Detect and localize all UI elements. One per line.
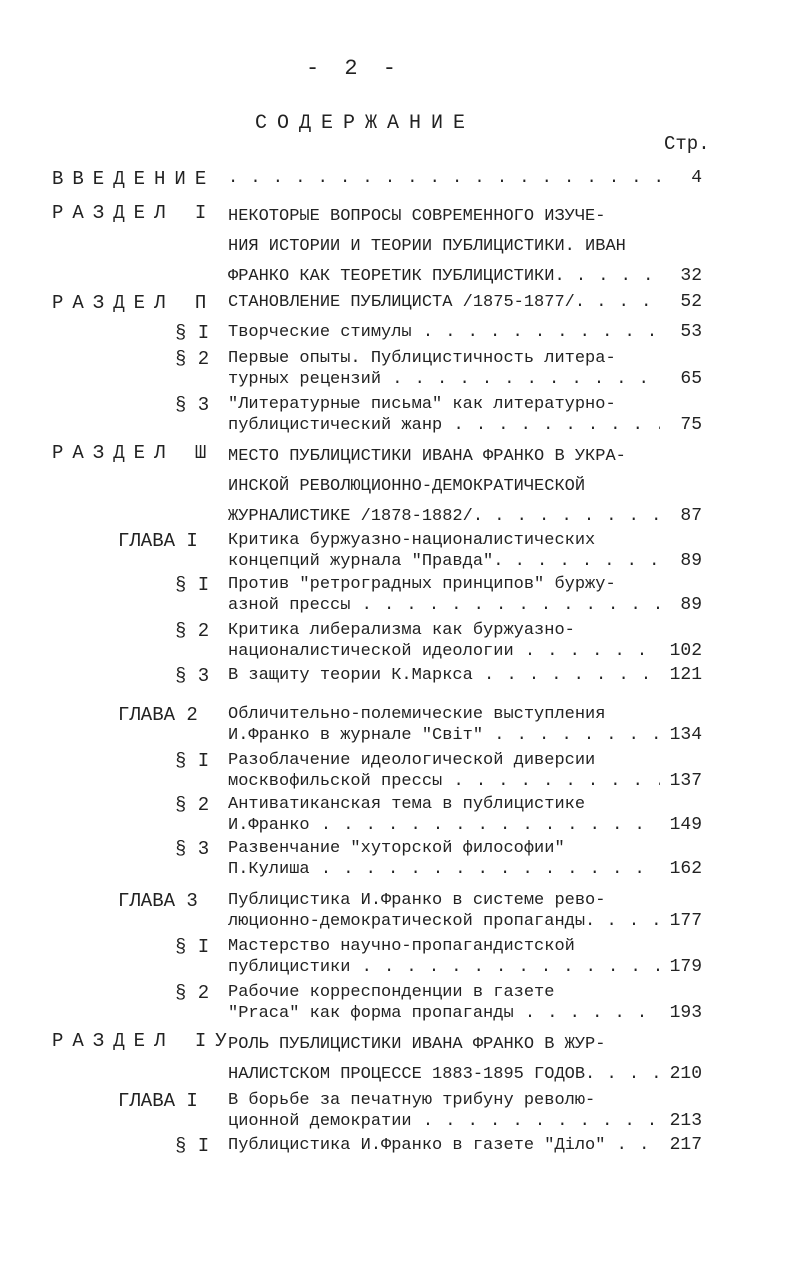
- toc-entry-page: 162: [669, 859, 702, 879]
- toc-entry-page: 4: [691, 168, 702, 188]
- toc-entry-text: В борьбе за печатную трибуну револю-: [228, 1091, 596, 1110]
- toc-entry-text: [228, 168, 660, 189]
- toc-entry-text: ФРАНКО КАК ТЕОРЕТИК ПУБЛИЦИСТИКИ. . . .: [228, 262, 660, 292]
- toc-entry-text: Критика либерализма как буржуазно-: [228, 621, 575, 640]
- toc-entry-page: 193: [669, 1003, 702, 1023]
- toc-entry-text: Развенчание "хуторской философии": [228, 839, 565, 858]
- toc-entry-page: 102: [669, 641, 702, 661]
- toc-entry-label: § I: [175, 322, 210, 344]
- page-column-header: Стр.: [664, 133, 710, 155]
- toc-entry-text: Рабочие корреспонденции в газете: [228, 983, 555, 1002]
- toc-entry-label: § 2: [175, 794, 210, 816]
- toc-entry-label: § I: [175, 936, 210, 958]
- toc-entry-text: И.Франко в журнале "Світ" . . .: [228, 725, 660, 746]
- toc-entry-label: РАЗДЕЛ П: [52, 292, 216, 314]
- toc-entry-text: азной прессы . . .: [228, 595, 660, 616]
- page-number: - 2 -: [305, 56, 402, 81]
- toc-entry-page: 217: [669, 1135, 702, 1155]
- toc-entry-text: Разоблачение идеологической диверсии: [228, 751, 596, 770]
- toc-entry-label: ГЛАВА I: [118, 1090, 198, 1112]
- toc-entry-text: националистической идеологии . . .: [228, 641, 660, 662]
- toc-entry-label: РАЗДЕЛ IУ: [52, 1030, 236, 1052]
- toc-entry-page: 121: [669, 665, 702, 685]
- toc-entry-text: Мастерство научно-пропагандистской: [228, 937, 575, 956]
- toc-entry-text: НАЛИСТСКОМ ПРОЦЕССЕ 1883-1895 ГОДОВ. . . .: [228, 1060, 660, 1090]
- toc-entry-text: Обличительно-полемические выступления: [228, 705, 606, 724]
- toc-entry-page: 89: [680, 551, 702, 571]
- toc-entry-text: концепций журнала "Правда". . . .: [228, 551, 660, 572]
- toc-entry-label: § 2: [175, 982, 210, 1004]
- toc-entry-text: ИНСКОЙ РЕВОЛЮЦИОННО-ДЕМОКРАТИЧЕСКОЙ: [228, 477, 586, 496]
- toc-entry-text: публицистики . . .: [228, 957, 660, 978]
- toc-entry-label: ГЛАВА 3: [118, 890, 198, 912]
- toc-entry-text: публицистический жанр . . .: [228, 415, 660, 436]
- toc-entry-text: "Praca" как форма пропаганды . . .: [228, 1003, 660, 1024]
- toc-entry-label: ВВЕДЕНИЕ: [52, 168, 216, 190]
- toc-entry-label: § I: [175, 574, 210, 596]
- toc-entry-text: НЕКОТОРЫЕ ВОПРОСЫ СОВРЕМЕННОГО ИЗУЧЕ-: [228, 207, 606, 226]
- toc-entry-text: В защиту теории К.Маркса . . .: [228, 665, 660, 686]
- toc-entry-text: Публицистика И.Франко в системе рево-: [228, 891, 606, 910]
- toc-entry-page: 89: [680, 595, 702, 615]
- toc-entry-text: люционно-демократической пропаганды. . . .: [228, 911, 660, 932]
- toc-entry-page: 65: [680, 369, 702, 389]
- toc-entry-text: Антиватиканская тема в публицистике: [228, 795, 586, 814]
- toc-entry-page: 87: [680, 506, 702, 526]
- toc-entry-text: И.Франко . . .: [228, 815, 660, 836]
- toc-entry-text: "Литературные письма" как литературно-: [228, 395, 616, 414]
- toc-entry-text: москвофильской прессы . . .: [228, 771, 660, 792]
- toc-entry-text: Публицистика И.Франко в газете "Діло" . . .: [228, 1135, 660, 1156]
- toc-entry-text: ционной демократии . . .: [228, 1111, 660, 1132]
- toc-entry-text: П.Кулиша . . .: [228, 859, 660, 880]
- toc-entry-page: 137: [669, 771, 702, 791]
- toc-entry-label: § 2: [175, 348, 210, 370]
- toc-entry-page: 53: [680, 322, 702, 342]
- toc-entry-text: НИЯ ИСТОРИИ И ТЕОРИИ ПУБЛИЦИСТИКИ. ИВАН: [228, 237, 626, 256]
- toc-entry-label: § 3: [175, 838, 210, 860]
- toc-entry-text: МЕСТО ПУБЛИЦИСТИКИ ИВАНА ФРАНКО В УКРА-: [228, 447, 626, 466]
- toc-entry-label: РАЗДЕЛ I: [52, 202, 216, 224]
- toc-entry-page: 32: [680, 266, 702, 286]
- toc-entry-page: 177: [669, 911, 702, 931]
- toc-entry-label: ГЛАВА I: [118, 530, 198, 552]
- document-title: СОДЕРЖАНИЕ: [254, 112, 476, 135]
- toc-entry-page: 179: [669, 957, 702, 977]
- toc-entry-page: 134: [669, 725, 702, 745]
- toc-entry-label: § 2: [175, 620, 210, 642]
- toc-entry-page: 210: [669, 1064, 702, 1084]
- toc-entry-text: ЖУРНАЛИСТИКЕ /1878-1882/. . . .: [228, 502, 660, 532]
- toc-entry-text: турных рецензий . . .: [228, 369, 660, 390]
- toc-entry-label: § 3: [175, 394, 210, 416]
- toc-entry-text: Критика буржуазно-националистических: [228, 531, 596, 550]
- toc-entry-label: § 3: [175, 665, 210, 687]
- toc-entry-page: 213: [669, 1111, 702, 1131]
- toc-entry-page: 75: [680, 415, 702, 435]
- toc-entry-text: РОЛЬ ПУБЛИЦИСТИКИ ИВАНА ФРАНКО В ЖУР-: [228, 1035, 606, 1054]
- toc-entry-label: § I: [175, 750, 210, 772]
- toc-entry-label: ГЛАВА 2: [118, 704, 198, 726]
- toc-entry-text: СТАНОВЛЕНИЕ ПУБЛИЦИСТА /1875-1877/. . . .: [228, 292, 660, 313]
- toc-entry-text: Против "ретроградных принципов" буржу-: [228, 575, 616, 594]
- toc-entry-label: РАЗДЕЛ Ш: [52, 442, 216, 464]
- toc-entry-text: Творческие стимулы . . .: [228, 322, 660, 343]
- toc-entry-text: Первые опыты. Публицистичность литера-: [228, 349, 616, 368]
- toc-entry-page: 149: [669, 815, 702, 835]
- toc-entry-label: § I: [175, 1135, 210, 1157]
- toc-entry-page: 52: [680, 292, 702, 312]
